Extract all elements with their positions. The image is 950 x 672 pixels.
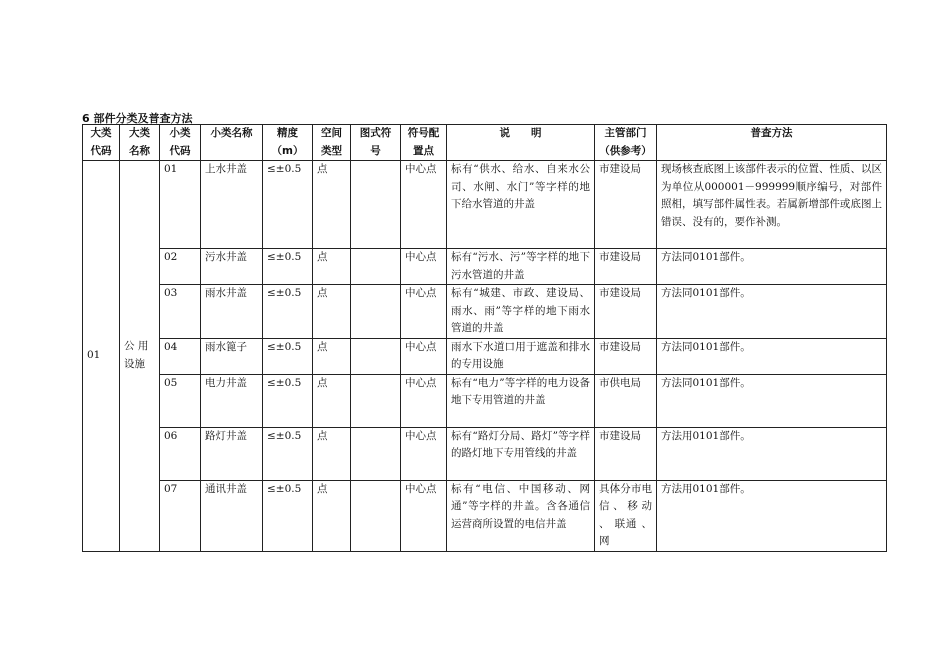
table-row (83, 161, 887, 249)
table-row (83, 374, 887, 427)
row-code: 07 (160, 480, 201, 551)
row-symbol (351, 338, 401, 374)
row-precision: ≤±0.5 (263, 161, 313, 249)
row-method: 现场核查底图上该部件表示的位置、性质、以区为单位从000001－999999顺序编号，对部件照相，填写部件属性表。若属新增部件或底图上错误、没有的，要作补测。 (657, 161, 887, 249)
row-desc: 标有“城建、市政、建设局、雨水、雨”等字样的地下雨水管道的井盖 (447, 285, 595, 339)
row-name: 路灯井盖 (201, 427, 263, 480)
group-name: 公 用 设施 (120, 161, 160, 552)
header-description: 说 明 (447, 125, 595, 161)
row-name: 雨水井盖 (201, 285, 263, 339)
group-code: 01 (83, 161, 120, 552)
table-row (83, 480, 887, 551)
row-dept: 市供电局 (595, 374, 657, 427)
row-method: 方法用0101部件。 (657, 427, 887, 480)
row-symbol (351, 480, 401, 551)
row-space: 点 (313, 285, 351, 339)
row-symbol (351, 285, 401, 339)
row-place: 中心点 (401, 374, 447, 427)
row-precision: ≤±0.5 (263, 285, 313, 339)
table-row (83, 338, 887, 374)
table-row (83, 427, 887, 480)
header-minor-name: 小类名称 (201, 125, 263, 161)
row-space: 点 (313, 338, 351, 374)
row-dept: 市建设局 (595, 161, 657, 249)
row-code: 06 (160, 427, 201, 480)
row-space: 点 (313, 374, 351, 427)
row-name: 上水井盖 (201, 161, 263, 249)
row-symbol (351, 161, 401, 249)
row-precision: ≤±0.5 (263, 480, 313, 551)
row-desc: 雨水下水道口用于遮盖和排水的专用设施 (447, 338, 595, 374)
table-row (83, 285, 887, 339)
row-dept: 市建设局 (595, 427, 657, 480)
header-space-type: 空间 类型 (313, 125, 351, 161)
row-name: 通讯井盖 (201, 480, 263, 551)
row-name: 雨水篦子 (201, 338, 263, 374)
row-precision: ≤±0.5 (263, 249, 313, 285)
row-desc: 标有“电信、中国移动、网通”等字样的井盖。含各通信运营商所设置的电信井盖 (447, 480, 595, 551)
header-major-code: 大类 代码 (83, 125, 120, 161)
header-major-name: 大类 名称 (120, 125, 160, 161)
section-title: 6 部件分类及普查方法 (82, 112, 193, 125)
row-symbol (351, 374, 401, 427)
row-desc: 标有“供水、给水、自来水公司、水闸、水门”等字样的地下给水管道的井盖 (447, 161, 595, 249)
header-symbol-place: 符号配 置点 (401, 125, 447, 161)
header-precision: 精度 （m） (263, 125, 313, 161)
row-name: 污水井盖 (201, 249, 263, 285)
row-desc: 标有“污水、污”等字样的地下污水管道的井盖 (447, 249, 595, 285)
row-name: 电力井盖 (201, 374, 263, 427)
row-dept: 市建设局 (595, 285, 657, 339)
row-code: 02 (160, 249, 201, 285)
row-place: 中心点 (401, 338, 447, 374)
row-method: 方法同0101部件。 (657, 249, 887, 285)
row-precision: ≤±0.5 (263, 338, 313, 374)
row-place: 中心点 (401, 480, 447, 551)
row-code: 01 (160, 161, 201, 249)
row-space: 点 (313, 480, 351, 551)
row-symbol (351, 249, 401, 285)
row-dept: 市建设局 (595, 338, 657, 374)
row-precision: ≤±0.5 (263, 374, 313, 427)
component-table (82, 124, 887, 552)
row-method: 方法同0101部件。 (657, 285, 887, 339)
row-place: 中心点 (401, 285, 447, 339)
row-code: 03 (160, 285, 201, 339)
row-code: 04 (160, 338, 201, 374)
row-place: 中心点 (401, 249, 447, 285)
row-dept: 具体分市电信、移动 、 联通 、 网 (595, 480, 657, 551)
row-space: 点 (313, 249, 351, 285)
header-minor-code: 小类 代码 (160, 125, 201, 161)
row-code: 05 (160, 374, 201, 427)
row-space: 点 (313, 427, 351, 480)
header-row (83, 125, 887, 161)
row-place: 中心点 (401, 427, 447, 480)
row-symbol (351, 427, 401, 480)
row-desc: 标有“电力”等字样的电力设备地下专用管道的井盖 (447, 374, 595, 427)
row-place: 中心点 (401, 161, 447, 249)
row-desc: 标有“路灯分局、路灯”等字样的路灯地下专用管线的井盖 (447, 427, 595, 480)
row-precision: ≤±0.5 (263, 427, 313, 480)
table-row (83, 249, 887, 285)
header-symbol: 图式符 号 (351, 125, 401, 161)
row-method: 方法同0101部件。 (657, 374, 887, 427)
header-department: 主管部门 （供参考） (595, 125, 657, 161)
row-space: 点 (313, 161, 351, 249)
row-dept: 市建设局 (595, 249, 657, 285)
header-method: 普查方法 (657, 125, 887, 161)
row-method: 方法同0101部件。 (657, 338, 887, 374)
row-method: 方法用0101部件。 (657, 480, 887, 551)
